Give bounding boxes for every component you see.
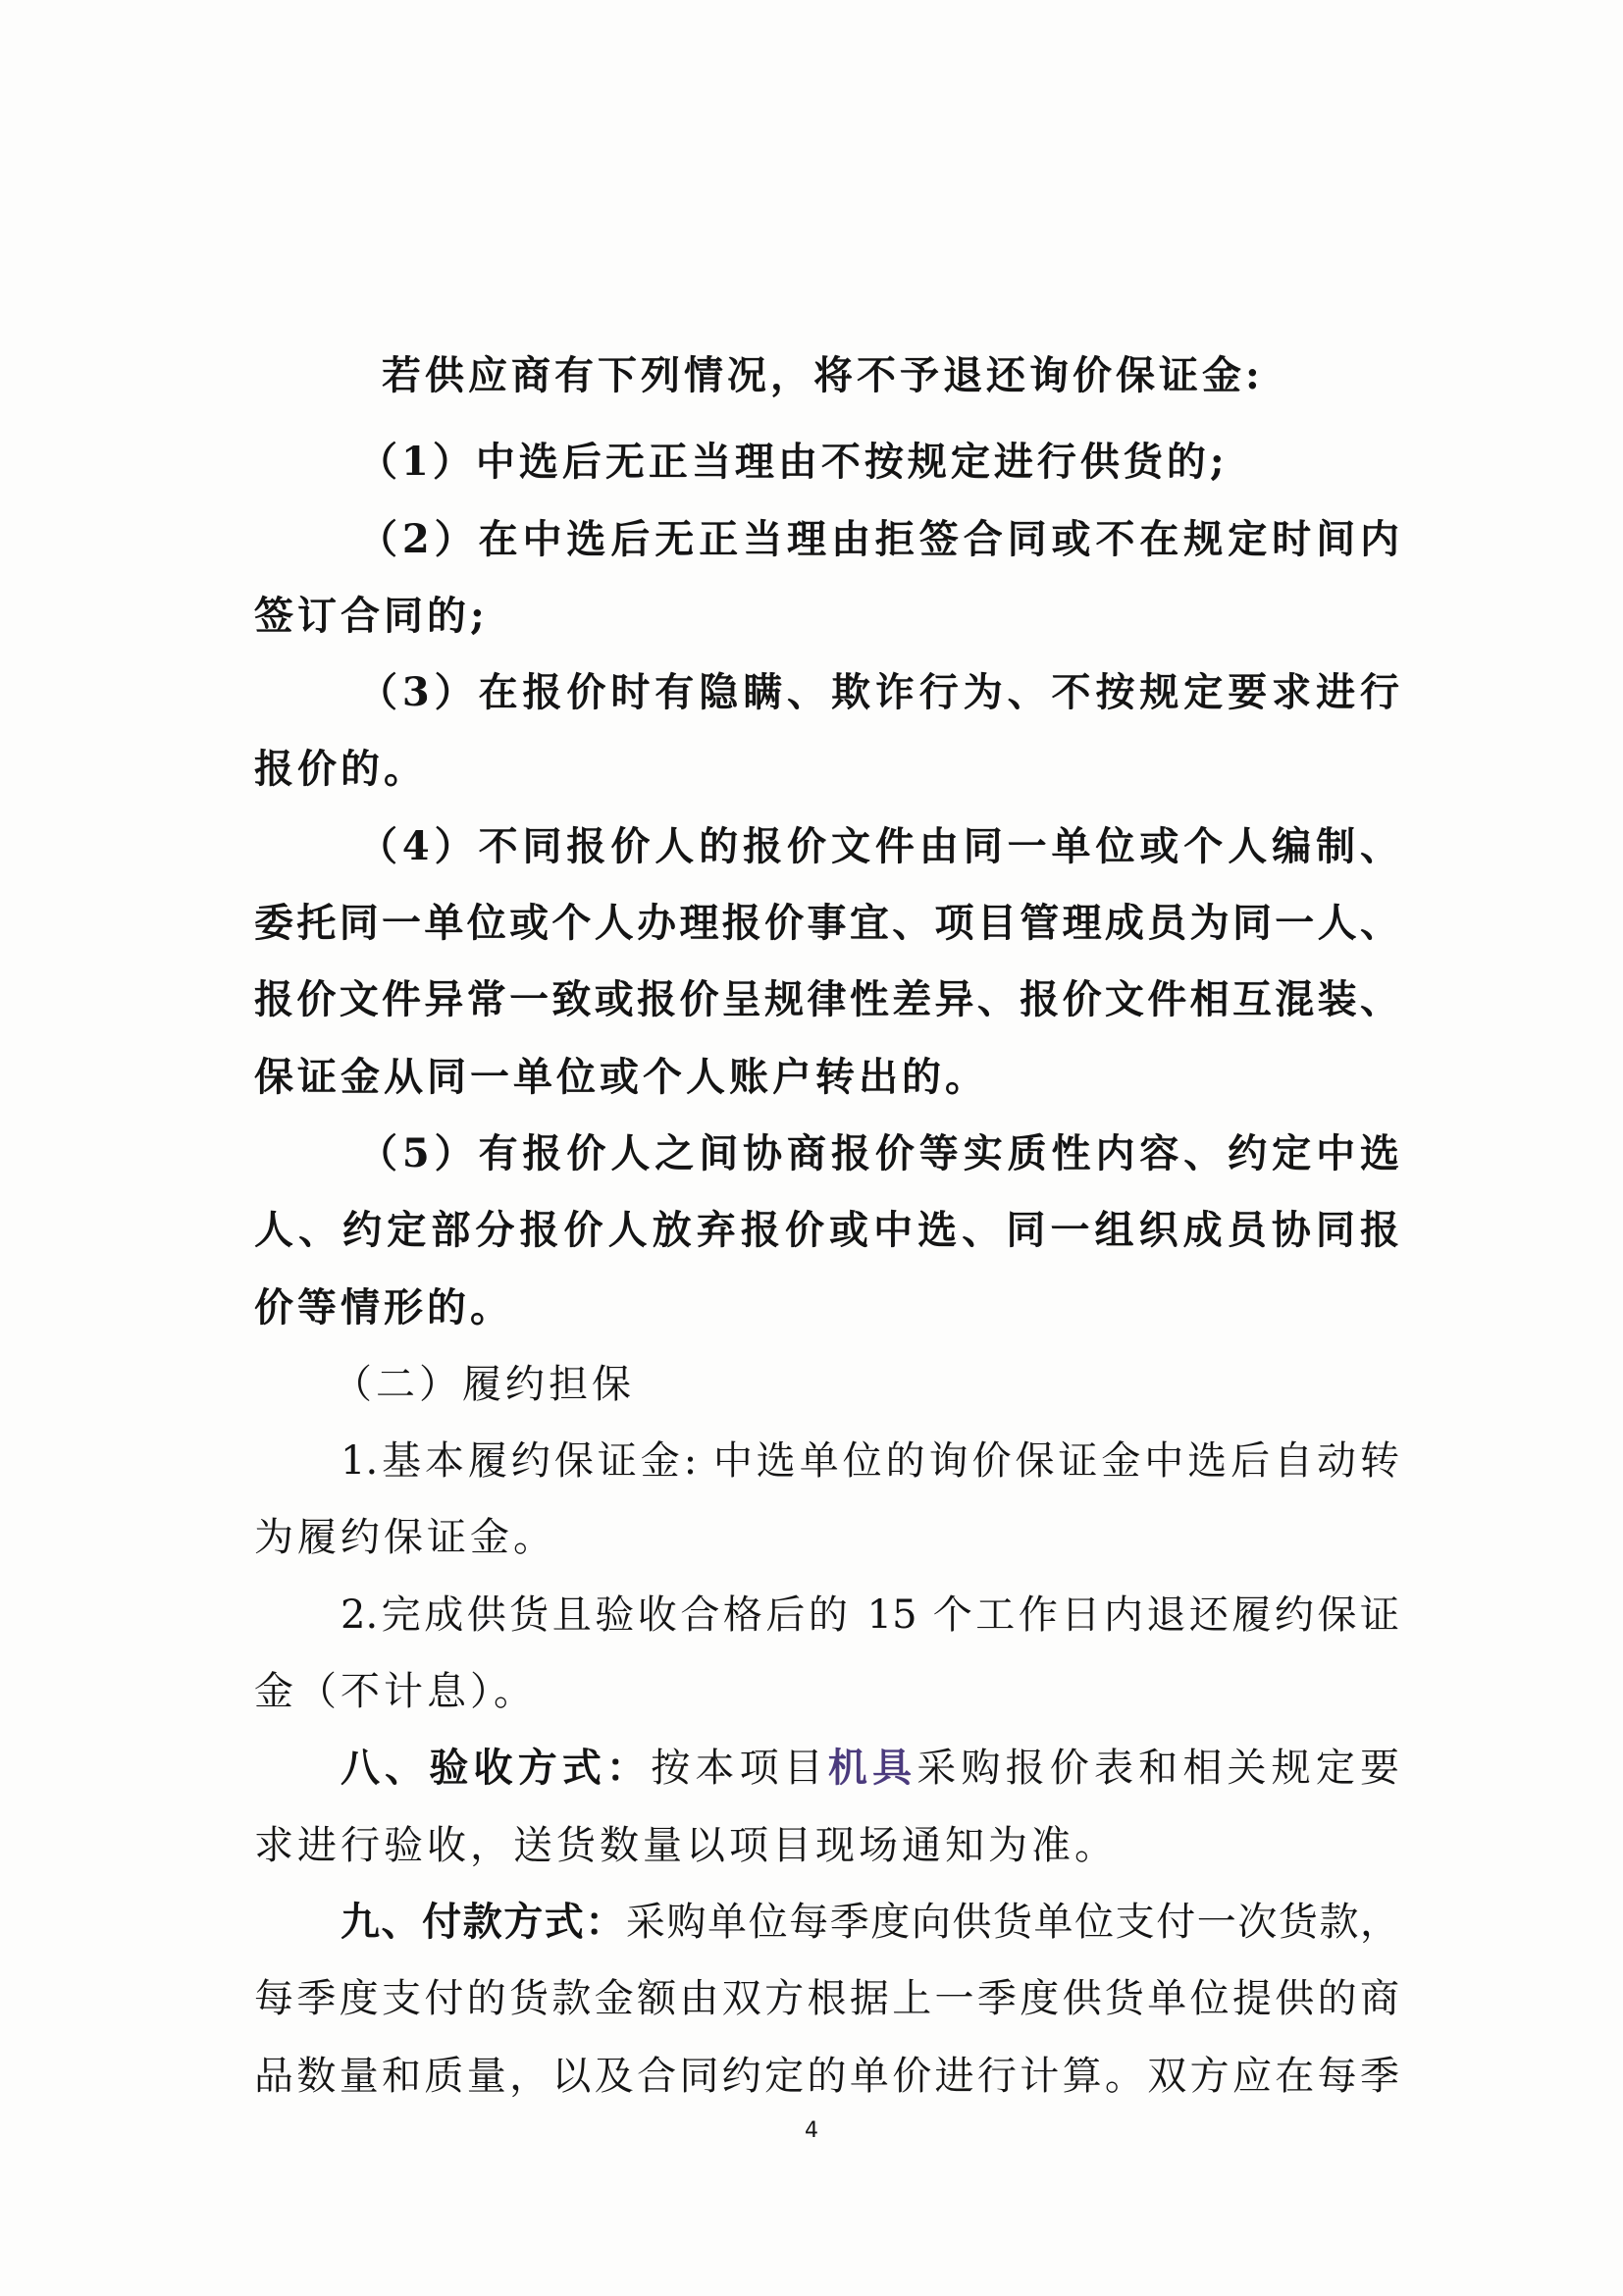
- body-text: [254, 338, 1399, 2114]
- forfeit-item-2-line-1: （2）在中选后无正当理由拒签合同或不在规定时间内: [358, 515, 1399, 562]
- forfeit-item-4-line-1: （4）不同报价人的报价文件由同一单位或个人编制、: [358, 822, 1399, 869]
- payment-line-1: [254, 1884, 1399, 1960]
- performance-guarantee-heading: （二）履约担保: [333, 1361, 635, 1407]
- forfeit-item-2-line-2: 签订合同的;: [254, 592, 489, 639]
- payment-text: 采购单位每季度向供货单位支付一次货款，: [625, 1899, 1400, 1945]
- forfeit-item-3-line-1: （3）在报价时有隐瞒、欺诈行为、不按规定要求进行: [358, 669, 1399, 716]
- payment-label: 九、付款方式：: [340, 1898, 626, 1945]
- acceptance-text-after: 采购报价表和相关规定要: [916, 1746, 1400, 1792]
- forfeit-item-4-line-4: 保证金从同一单位或个人账户转出的。: [254, 1053, 988, 1100]
- payment-line-2: 每季度支付的货款金额由双方根据上一季度供货单位提供的商: [254, 1976, 1399, 2022]
- guarantee-item-2-line-1: 2.完成供货且验收合格后的 15 个工作日内退还履约保证: [340, 1592, 1399, 1638]
- forfeit-item-5-line-2: 人、约定部分报价人放弃报价或中选、同一组织成员协同报: [254, 1207, 1399, 1254]
- acceptance-text-before: 按本项目: [651, 1746, 828, 1792]
- forfeit-item-4-line-3: 报价文件异常一致或报价呈规律性差异、报价文件相互混装、: [254, 976, 1399, 1023]
- forfeit-item-3-line-2: 报价的。: [254, 746, 427, 793]
- highlight-term: 机具: [827, 1745, 917, 1792]
- guarantee-item-1-line-2: 为履约保证金。: [254, 1515, 556, 1561]
- payment-line-3: 品数量和质量，以及合同约定的单价进行计算。双方应在每季: [254, 2053, 1399, 2099]
- forfeit-heading: 若供应商有下列情况，将不予退还询价保证金:: [382, 352, 1264, 398]
- page-number: 4: [805, 2118, 818, 2143]
- acceptance-line-2: 求进行验收，送货数量以项目现场通知为准。: [254, 1822, 1118, 1868]
- forfeit-item-5-line-3: 价等情形的。: [254, 1283, 513, 1331]
- acceptance-label: 八、验收方式：: [340, 1745, 652, 1792]
- forfeit-item-4-line-2: 委托同一单位或个人办理报价事宜、项目管理成员为同一人、: [254, 900, 1399, 947]
- forfeit-item-1-line-1: （1）中选后无正当理由不按规定进行供货的;: [358, 439, 1229, 486]
- guarantee-item-2-line-2: 金（不计息）。: [254, 1669, 537, 1715]
- forfeit-item-5-line-1: （5）有报价人之间协商报价等实质性内容、约定中选: [358, 1129, 1399, 1176]
- acceptance-line-1: [254, 1730, 1399, 1806]
- guarantee-item-1-line-1: 1.基本履约保证金: 中选单位的询价保证金中选后自动转: [340, 1438, 1399, 1485]
